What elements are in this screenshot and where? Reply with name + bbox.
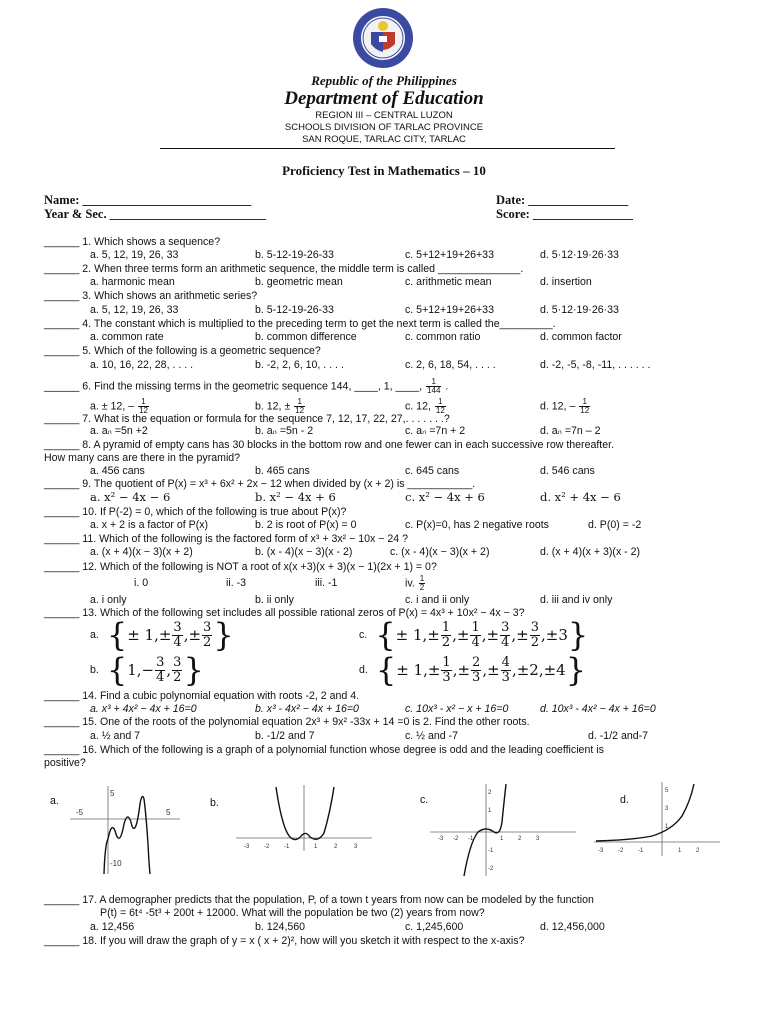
q12-option-b[interactable]: b. ii only [255,594,294,606]
q2-option-b[interactable]: b. geometric mean [255,276,343,288]
q8-stem: ______ 8. A pyramid of empty cans has 30 blocks in the bottom row and one fewer can in each successive row thereafter. [44,439,615,451]
q6-option-b-text: b. 12, ± [255,400,291,413]
svg-text:3: 3 [354,844,358,850]
q15-option-c[interactable]: c. ½ and -7 [405,730,458,742]
q16-graph-b-label: b. [210,797,219,809]
svg-text:2: 2 [518,836,522,842]
q6-b-den: 12 [295,406,305,415]
q7-option-c[interactable]: c. aₙ =7n + 2 [405,425,466,437]
svg-text:3: 3 [665,806,669,812]
q13-option-a[interactable]: a. { ± 1,± 3 4 ,± 3 2 } [90,616,234,654]
q1-option-c[interactable]: c. 5+12+19+26+33 [405,249,494,261]
q6-stem: ______ 6. Find the missing terms in the geometric sequence 144, ____, 1, ____, $\frac{1}{144}$ . [44,377,449,395]
q7-option-a[interactable]: a. aₙ =5n +2 [90,425,148,437]
svg-text:-2: -2 [488,866,494,872]
q17-stem-cont: P(t) = 6t⁴ -5t³ + 200t + 12000. What will the population be two (2) years from now? [100,907,485,919]
q1-stem: ______ 1. Which shows a sequence? [44,236,221,248]
svg-text:-2: -2 [264,844,270,850]
q4-option-a[interactable]: a. common rate [90,331,164,343]
q12-item-iv [405,575,426,592]
q12-option-d[interactable]: d. iii and iv only [540,594,613,606]
q5-option-c[interactable]: c. 2, 6, 18, 54, . . . . [405,359,496,371]
q17-option-d[interactable]: d. 12,456,000 [540,921,605,933]
q12-item-ii: ii. -3 [226,577,247,589]
q6-option-a-text: a. ± 12, – [90,400,135,413]
q10-option-c[interactable]: c. P(x)=0, has 2 negative roots [405,519,549,531]
q6-a-num: 1 [138,398,149,407]
q14-option-b[interactable]: b. x³ - 4x² − 4x + 16=0 [255,703,359,715]
q12-iv-label: iv. [405,577,415,590]
q11-option-b[interactable]: b. (x - 4)(x − 3)(x - 2) [255,546,353,558]
q8-stem-cont: How many cans are there in the pyramid? [44,452,241,464]
q14-option-d[interactable]: d. 10x³ - 4x² − 4x + 16=0 [540,703,656,715]
svg-text:2: 2 [334,844,338,850]
svg-text:-3: -3 [438,836,444,842]
q1-option-a[interactable]: a. 5, 12, 19, 26, 33 [90,249,179,261]
q2-stem: ______ 2. When three terms form an arithmetic sequence, the middle term is called ______________. [44,263,524,275]
q9-stem: ______ 9. The quotient of P(x) = x³ + 6x² + 2x − 12 when divided by (x + 2) is ___________. [44,478,476,490]
q6-option-d-frac [579,398,590,415]
svg-text:-2: -2 [618,848,624,854]
q4-stem: ______ 4. The constant which is multiplied to the preceding term to get the next term is called the_________. [44,318,556,330]
q14-option-c[interactable]: c. 10x³ - x² − x + 16=0 [405,703,509,715]
q13-a-label: a. [90,629,99,641]
q5-option-a[interactable]: a. 10, 16, 22, 28, . . . . [90,359,194,371]
svg-text:2: 2 [696,848,700,854]
q12-iv-frac [419,575,425,592]
q16-graph-b[interactable] [234,783,374,853]
q10-option-a[interactable]: a. x + 2 is a factor of P(x) [90,519,209,531]
q12-iv-den: 2 [419,583,425,592]
svg-text:1: 1 [488,808,492,814]
q13-a-frac2: 3 2 [203,619,212,650]
q5-option-d[interactable]: d. -2, -5, -8, -11, . . . . . . [540,359,651,371]
q17-stem: ______ 17. A demographer predicts that the population, P, of a town t years from now can be modeled by the function [44,894,594,906]
q1-option-d[interactable]: d. 5·12·19·26·33 [540,249,619,261]
q8-option-c[interactable]: c. 645 cans [405,465,460,477]
q16-stem-cont: positive? [44,757,86,769]
q9-option-b[interactable]: b. x² − 4x + 6 [255,490,336,504]
q5-stem: ______ 5. Which of the following is a geometric sequence? [44,345,321,357]
q15-stem: ______ 15. One of the roots of the polynomial equation 2x³ + 9x² -33x + 14 =0 is 2. Find the other roots. [44,716,530,728]
svg-text:-1: -1 [284,844,290,850]
q6-b-num: 1 [294,398,305,407]
svg-text:1: 1 [500,836,504,842]
q3-stem: ______ 3. Which shows an arithmetic series? [44,290,258,302]
q15-option-a[interactable]: a. ½ and 7 [90,730,141,742]
q12-option-c[interactable]: c. i and ii only [405,594,470,606]
q6-d-den: 12 [580,406,590,415]
q9-option-c[interactable]: c. x² − 4x + 6 [405,490,485,504]
header-divider [160,148,615,149]
q12-stem: ______ 12. Which of the following is NOT a root of x(x +3)(x + 3)(x − 1)(2x + 1) = 0? [44,561,437,573]
q6-option-c-text: c. 12, [405,400,431,413]
q11-option-c[interactable]: c. (x - 4)(x − 3)(x + 2) [390,546,490,558]
q16-graph-c-label: c. [420,794,429,806]
q6-c-den: 12 [435,406,445,415]
svg-text:5: 5 [665,788,669,794]
svg-text:1: 1 [678,848,682,854]
q6-a-den: 12 [139,406,148,415]
deped-seal-icon [351,6,415,70]
svg-text:-3: -3 [244,844,250,850]
q13-c-label: c. [359,629,368,641]
q16-graph-a[interactable] [66,784,184,876]
q16-stem: ______ 16. Which of the following is a graph of a polynomial function whose degree is odd and the leading coefficient is [44,744,604,756]
svg-text:3: 3 [536,836,540,842]
address-line: SAN ROQUE, TARLAC CITY, TARLAC [302,134,466,145]
q12-item-i: i. 0 [134,577,149,589]
q7-option-b[interactable]: b. aₙ =5n - 2 [255,425,314,437]
q6-frac-num: 1 [426,378,441,387]
q16-graph-c[interactable] [428,782,578,878]
q13-option-d[interactable]: d. { ± 1,± 1 3 ,± 2 3 ,± 4 3 ,±2,±4 } [359,651,587,689]
q9-option-a[interactable]: a. x² − 4x − 6 [90,490,171,504]
q14-stem: ______ 14. Find a cubic polynomial equation with roots -2, 2 and 4. [44,690,360,702]
test-title: Proficiency Test in Mathematics – 10 [282,163,486,178]
svg-text:-1: -1 [638,848,644,854]
q12-iv-num: 1 [419,574,425,583]
q16-graph-a-label: a. [50,795,59,807]
q16-graph-d[interactable] [592,780,722,858]
q13-stem: ______ 13. Which of the following set includes all possible rational zeros of P(x) = 4x³ + 10x² − 4x − 3? [44,607,525,619]
q6-frac-den: 144 [427,386,441,395]
svg-text:-10: -10 [110,859,122,868]
q1-option-b[interactable]: b. 5-12-19-26-33 [255,249,334,261]
q9-option-d[interactable]: d. x² + 4x − 6 [540,490,621,504]
svg-text:1: 1 [314,844,318,850]
q17-option-c[interactable]: c. 1,245,600 [405,921,464,933]
svg-text:-2: -2 [453,836,459,842]
region-line: REGION III – CENTRAL LUZON [315,110,453,121]
q15-option-b[interactable]: b. -1/2 and 7 [255,730,315,742]
republic-line: Republic of the Philippines [311,73,457,88]
q11-option-d[interactable]: d. (x + 4)(x + 3)(x - 2) [540,546,641,558]
svg-text:-1: -1 [488,848,494,854]
svg-text:5: 5 [166,808,171,817]
q17-option-a[interactable]: a. 12,456 [90,921,135,933]
svg-text:-3: -3 [598,848,604,854]
q12-option-a[interactable]: a. i only [90,594,127,606]
q14-option-a[interactable]: a. x³ + 4x² − 4x + 16=0 [90,703,197,715]
q2-option-a[interactable]: a. harmonic mean [90,276,175,288]
q13-option-c[interactable]: c. { ± 1,± 1 2 ,± 1 4 ,± 3 4 ,± 3 2 ,±3 } [359,616,589,654]
q6-c-num: 1 [435,398,446,407]
q13-option-b[interactable]: b. { 1,− 3 4 , 3 2 } [90,651,204,689]
svg-text:-5: -5 [76,808,84,817]
q18-stem: ______ 18. If you will draw the graph of y = x ( x + 2)², how will you sketch it with respect to the x-axis? [44,935,525,947]
q4-option-c[interactable]: c. common ratio [405,331,481,343]
q6-stem-text: ______ 6. Find the missing terms in the geometric sequence 144, ____, 1, ____, [44,380,423,393]
svg-text:5: 5 [110,789,115,798]
svg-text:1: 1 [665,824,669,830]
q15-option-d[interactable]: d. -1/2 and-7 [588,730,649,742]
q13-b-label: b. [90,664,99,676]
q4-option-d[interactable]: d. common factor [540,331,622,343]
q7-option-d[interactable]: d. aₙ =7n – 2 [540,425,601,437]
q13-a-close-brace: } [213,616,234,654]
q3-option-b[interactable]: b. 5-12-19-26-33 [255,304,334,316]
q3-option-a[interactable]: a. 5, 12, 19, 26, 33 [90,304,179,316]
q11-stem: ______ 11. Which of the following is the factored form of x³ + 3x² − 10x − 24 ? [44,533,409,545]
q13-a-frac1: 3 4 [173,619,182,650]
q4-option-b[interactable]: b. common difference [255,331,357,343]
q6-fraction [426,378,441,395]
q17-option-b[interactable]: b. 124,560 [255,921,306,933]
q6-d-num: 1 [579,398,590,407]
q5-option-b[interactable]: b. -2, 2, 6, 10, . . . . [255,359,344,371]
q3-option-c[interactable]: c. 5+12+19+26+33 [405,304,494,316]
q16-graph-d-label: d. [620,794,629,806]
q12-item-iii: iii. -1 [315,577,338,589]
q6-option-d[interactable] [540,398,591,415]
q8-option-b[interactable]: b. 465 cans [255,465,310,477]
department-name: Department of Education [284,88,484,109]
q7-stem: ______ 7. What is the equation or formula for the sequence 7, 12, 17, 22, 27,. . . . . . .? [44,413,450,425]
q8-option-a[interactable]: a. 456 cans [90,465,145,477]
q8-option-d[interactable]: d. 546 cans [540,465,595,477]
q3-option-d[interactable]: d. 5·12·19·26·33 [540,304,619,316]
q13-a-open-brace: { [106,616,128,654]
q10-stem: ______ 10. If P(-2) = 0, which of the following is true about P(x)? [44,506,347,518]
svg-text:2: 2 [488,790,492,796]
q11-option-a[interactable]: a. (x + 4)(x − 3)(x + 2) [90,546,193,558]
q10-option-b[interactable]: b. 2 is root of P(x) = 0 [255,519,357,531]
year-sec-field[interactable]: Year & Sec. _________________________ [44,207,266,221]
q2-option-d[interactable]: d. insertion [540,276,592,288]
q6-option-d-text: d. 12, – [540,400,576,413]
date-field[interactable]: Date: ________________ [496,193,629,207]
score-field[interactable]: Score: ________________ [496,207,633,221]
name-field[interactable]: Name: ___________________________ [44,193,252,207]
q13-d-label: d. [359,664,368,676]
svg-text:-1: -1 [468,836,474,842]
q10-option-d[interactable]: d. P(0) = -2 [588,519,642,531]
division-line: SCHOOLS DIVISION OF TARLAC PROVINCE [284,122,484,133]
q2-option-c[interactable]: c. arithmetic mean [405,276,492,288]
